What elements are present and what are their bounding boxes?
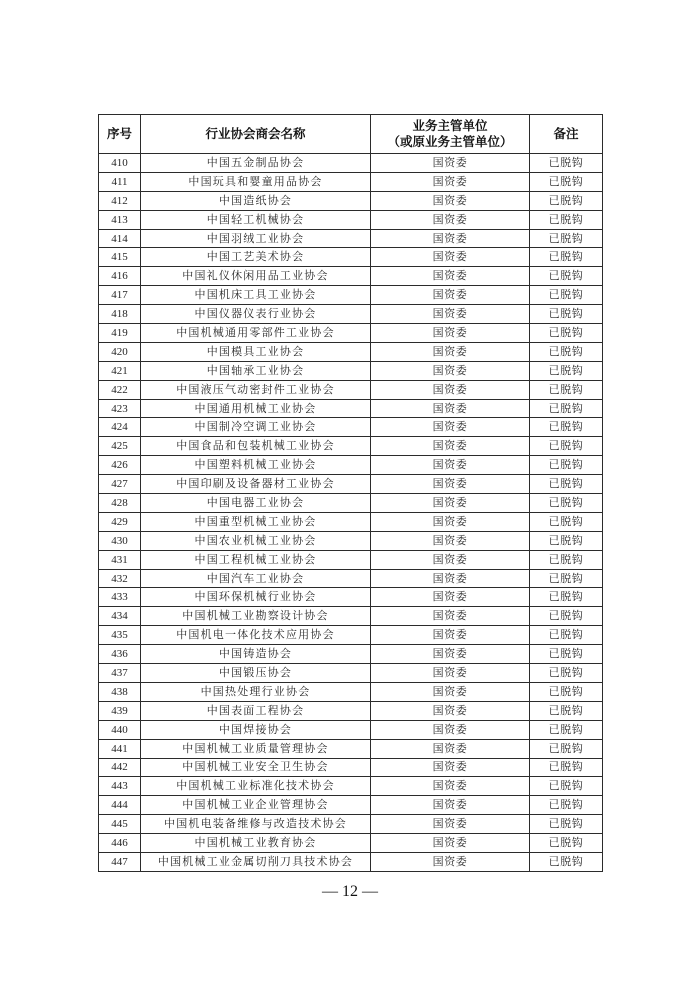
association-name: 中国机械工业质量管理协会	[141, 739, 371, 758]
table-row	[99, 172, 603, 191]
remark-cell: 已脱钩	[530, 494, 603, 513]
authority-cell: 国资委	[371, 305, 530, 324]
row-index: 439	[99, 701, 141, 720]
row-index: 415	[99, 248, 141, 267]
remark-cell: 已脱钩	[530, 361, 603, 380]
authority-cell: 国资委	[371, 720, 530, 739]
row-index: 444	[99, 796, 141, 815]
authority-cell: 国资委	[371, 172, 530, 191]
association-name: 中国机床工具工业协会	[141, 286, 371, 305]
association-name: 中国模具工业协会	[141, 342, 371, 361]
authority-cell: 国资委	[371, 701, 530, 720]
table-row	[99, 852, 603, 871]
association-name: 中国锻压协会	[141, 664, 371, 683]
row-index: 442	[99, 758, 141, 777]
association-name: 中国造纸协会	[141, 191, 371, 210]
row-index: 429	[99, 512, 141, 531]
authority-cell: 国资委	[371, 664, 530, 683]
association-table	[98, 114, 603, 872]
row-index: 441	[99, 739, 141, 758]
association-name: 中国印刷及设备器材工业协会	[141, 475, 371, 494]
table-row	[99, 569, 603, 588]
authority-cell: 国资委	[371, 645, 530, 664]
remark-cell: 已脱钩	[530, 758, 603, 777]
remark-cell: 已脱钩	[530, 286, 603, 305]
table-row	[99, 664, 603, 683]
page-number: — 12 —	[322, 883, 378, 900]
header-remark: 备注	[530, 115, 603, 154]
association-name: 中国机械工业教育协会	[141, 834, 371, 853]
authority-cell: 国资委	[371, 494, 530, 513]
association-name: 中国热处理行业协会	[141, 682, 371, 701]
row-index: 417	[99, 286, 141, 305]
remark-cell: 已脱钩	[530, 512, 603, 531]
remark-cell: 已脱钩	[530, 607, 603, 626]
association-name: 中国农业机械工业协会	[141, 531, 371, 550]
row-index: 414	[99, 229, 141, 248]
table-row	[99, 418, 603, 437]
authority-cell: 国资委	[371, 607, 530, 626]
table-row	[99, 758, 603, 777]
table-body	[99, 154, 603, 872]
authority-cell: 国资委	[371, 569, 530, 588]
row-index: 428	[99, 494, 141, 513]
authority-cell: 国资委	[371, 456, 530, 475]
row-index: 419	[99, 324, 141, 343]
association-name: 中国五金制品协会	[141, 154, 371, 173]
remark-cell: 已脱钩	[530, 380, 603, 399]
remark-cell: 已脱钩	[530, 852, 603, 871]
remark-cell: 已脱钩	[530, 777, 603, 796]
table-row	[99, 324, 603, 343]
row-index: 433	[99, 588, 141, 607]
association-name: 中国机械工业安全卫生协会	[141, 758, 371, 777]
association-name: 中国工程机械工业协会	[141, 550, 371, 569]
table-row	[99, 607, 603, 626]
remark-cell: 已脱钩	[530, 305, 603, 324]
association-name: 中国玩具和婴童用品协会	[141, 172, 371, 191]
row-index: 412	[99, 191, 141, 210]
table-row	[99, 342, 603, 361]
row-index: 423	[99, 399, 141, 418]
authority-cell: 国资委	[371, 380, 530, 399]
authority-cell: 国资委	[371, 626, 530, 645]
remark-cell: 已脱钩	[530, 418, 603, 437]
authority-cell: 国资委	[371, 154, 530, 173]
remark-cell: 已脱钩	[530, 569, 603, 588]
association-name: 中国重型机械工业协会	[141, 512, 371, 531]
row-index: 425	[99, 437, 141, 456]
association-name: 中国机电装备维修与改造技术协会	[141, 815, 371, 834]
association-name: 中国制冷空调工业协会	[141, 418, 371, 437]
row-index: 446	[99, 834, 141, 853]
remark-cell: 已脱钩	[530, 626, 603, 645]
association-name: 中国轻工机械协会	[141, 210, 371, 229]
header-authority-line2: （或原业务主管单位）	[387, 135, 513, 149]
authority-cell: 国资委	[371, 229, 530, 248]
association-name: 中国电器工业协会	[141, 494, 371, 513]
remark-cell: 已脱钩	[530, 739, 603, 758]
authority-cell: 国资委	[371, 834, 530, 853]
remark-cell: 已脱钩	[530, 248, 603, 267]
remark-cell: 已脱钩	[530, 550, 603, 569]
association-name: 中国机械工业标准化技术协会	[141, 777, 371, 796]
row-index: 440	[99, 720, 141, 739]
table-row	[99, 701, 603, 720]
authority-cell: 国资委	[371, 531, 530, 550]
remark-cell: 已脱钩	[530, 267, 603, 286]
remark-cell: 已脱钩	[530, 324, 603, 343]
association-name: 中国液压气动密封件工业协会	[141, 380, 371, 399]
association-name: 中国环保机械行业协会	[141, 588, 371, 607]
remark-cell: 已脱钩	[530, 645, 603, 664]
header-authority	[371, 115, 530, 154]
authority-cell: 国资委	[371, 324, 530, 343]
remark-cell: 已脱钩	[530, 342, 603, 361]
table-row	[99, 475, 603, 494]
authority-cell: 国资委	[371, 758, 530, 777]
authority-cell: 国资委	[371, 418, 530, 437]
row-index: 424	[99, 418, 141, 437]
authority-cell: 国资委	[371, 191, 530, 210]
authority-cell: 国资委	[371, 815, 530, 834]
header-authority-line1: 业务主管单位	[412, 119, 488, 133]
table-row	[99, 380, 603, 399]
table-row	[99, 739, 603, 758]
association-name: 中国机械工业勘察设计协会	[141, 607, 371, 626]
table-row	[99, 796, 603, 815]
remark-cell: 已脱钩	[530, 475, 603, 494]
row-index: 421	[99, 361, 141, 380]
association-name: 中国塑料机械工业协会	[141, 456, 371, 475]
row-index: 427	[99, 475, 141, 494]
authority-cell: 国资委	[371, 796, 530, 815]
authority-cell: 国资委	[371, 739, 530, 758]
table-row	[99, 305, 603, 324]
remark-cell: 已脱钩	[530, 720, 603, 739]
authority-cell: 国资委	[371, 248, 530, 267]
association-name: 中国通用机械工业协会	[141, 399, 371, 418]
association-name: 中国食品和包装机械工业协会	[141, 437, 371, 456]
remark-cell: 已脱钩	[530, 229, 603, 248]
table-row	[99, 531, 603, 550]
authority-cell: 国资委	[371, 777, 530, 796]
table-header-row	[99, 115, 603, 154]
table-row	[99, 815, 603, 834]
authority-cell: 国资委	[371, 342, 530, 361]
row-index: 438	[99, 682, 141, 701]
table-row	[99, 682, 603, 701]
remark-cell: 已脱钩	[530, 191, 603, 210]
remark-cell: 已脱钩	[530, 701, 603, 720]
association-name: 中国汽车工业协会	[141, 569, 371, 588]
remark-cell: 已脱钩	[530, 664, 603, 683]
remark-cell: 已脱钩	[530, 210, 603, 229]
authority-cell: 国资委	[371, 399, 530, 418]
authority-cell: 国资委	[371, 852, 530, 871]
authority-cell: 国资委	[371, 286, 530, 305]
header-name: 行业协会商会名称	[141, 115, 371, 154]
association-name: 中国机械工业金属切削刀具技术协会	[141, 852, 371, 871]
authority-cell: 国资委	[371, 437, 530, 456]
row-index: 434	[99, 607, 141, 626]
remark-cell: 已脱钩	[530, 815, 603, 834]
association-name: 中国铸造协会	[141, 645, 371, 664]
association-name: 中国表面工程协会	[141, 701, 371, 720]
remark-cell: 已脱钩	[530, 399, 603, 418]
table-row	[99, 248, 603, 267]
authority-cell: 国资委	[371, 361, 530, 380]
row-index: 418	[99, 305, 141, 324]
association-name: 中国工艺美术协会	[141, 248, 371, 267]
row-index: 430	[99, 531, 141, 550]
remark-cell: 已脱钩	[530, 834, 603, 853]
row-index: 443	[99, 777, 141, 796]
association-name: 中国礼仪休闲用品工业协会	[141, 267, 371, 286]
remark-cell: 已脱钩	[530, 154, 603, 173]
table-row	[99, 191, 603, 210]
association-name: 中国轴承工业协会	[141, 361, 371, 380]
remark-cell: 已脱钩	[530, 682, 603, 701]
row-index: 447	[99, 852, 141, 871]
table-row	[99, 834, 603, 853]
table-row	[99, 361, 603, 380]
authority-cell: 国资委	[371, 682, 530, 701]
table-row	[99, 626, 603, 645]
table-row	[99, 154, 603, 173]
authority-cell: 国资委	[371, 512, 530, 531]
association-name: 中国羽绒工业协会	[141, 229, 371, 248]
remark-cell: 已脱钩	[530, 456, 603, 475]
row-index: 410	[99, 154, 141, 173]
table-row	[99, 229, 603, 248]
remark-cell: 已脱钩	[530, 531, 603, 550]
authority-cell: 国资委	[371, 550, 530, 569]
header-index: 序号	[99, 115, 141, 154]
table-row	[99, 720, 603, 739]
authority-cell: 国资委	[371, 210, 530, 229]
table-row	[99, 588, 603, 607]
table-row	[99, 286, 603, 305]
row-index: 420	[99, 342, 141, 361]
association-name: 中国机电一体化技术应用协会	[141, 626, 371, 645]
row-index: 411	[99, 172, 141, 191]
row-index: 435	[99, 626, 141, 645]
remark-cell: 已脱钩	[530, 172, 603, 191]
association-name: 中国焊接协会	[141, 720, 371, 739]
table-row	[99, 550, 603, 569]
association-name: 中国机械通用零部件工业协会	[141, 324, 371, 343]
association-name: 中国机械工业企业管理协会	[141, 796, 371, 815]
table-row	[99, 777, 603, 796]
authority-cell: 国资委	[371, 267, 530, 286]
remark-cell: 已脱钩	[530, 796, 603, 815]
row-index: 422	[99, 380, 141, 399]
authority-cell: 国资委	[371, 588, 530, 607]
table-row	[99, 399, 603, 418]
remark-cell: 已脱钩	[530, 437, 603, 456]
row-index: 413	[99, 210, 141, 229]
remark-cell: 已脱钩	[530, 588, 603, 607]
association-name: 中国仪器仪表行业协会	[141, 305, 371, 324]
row-index: 437	[99, 664, 141, 683]
row-index: 431	[99, 550, 141, 569]
table-row	[99, 437, 603, 456]
row-index: 416	[99, 267, 141, 286]
table-row	[99, 512, 603, 531]
row-index: 436	[99, 645, 141, 664]
row-index: 445	[99, 815, 141, 834]
row-index: 432	[99, 569, 141, 588]
table-row	[99, 494, 603, 513]
table-row	[99, 456, 603, 475]
table-row	[99, 645, 603, 664]
table-row	[99, 210, 603, 229]
authority-cell: 国资委	[371, 475, 530, 494]
row-index: 426	[99, 456, 141, 475]
table-row	[99, 267, 603, 286]
